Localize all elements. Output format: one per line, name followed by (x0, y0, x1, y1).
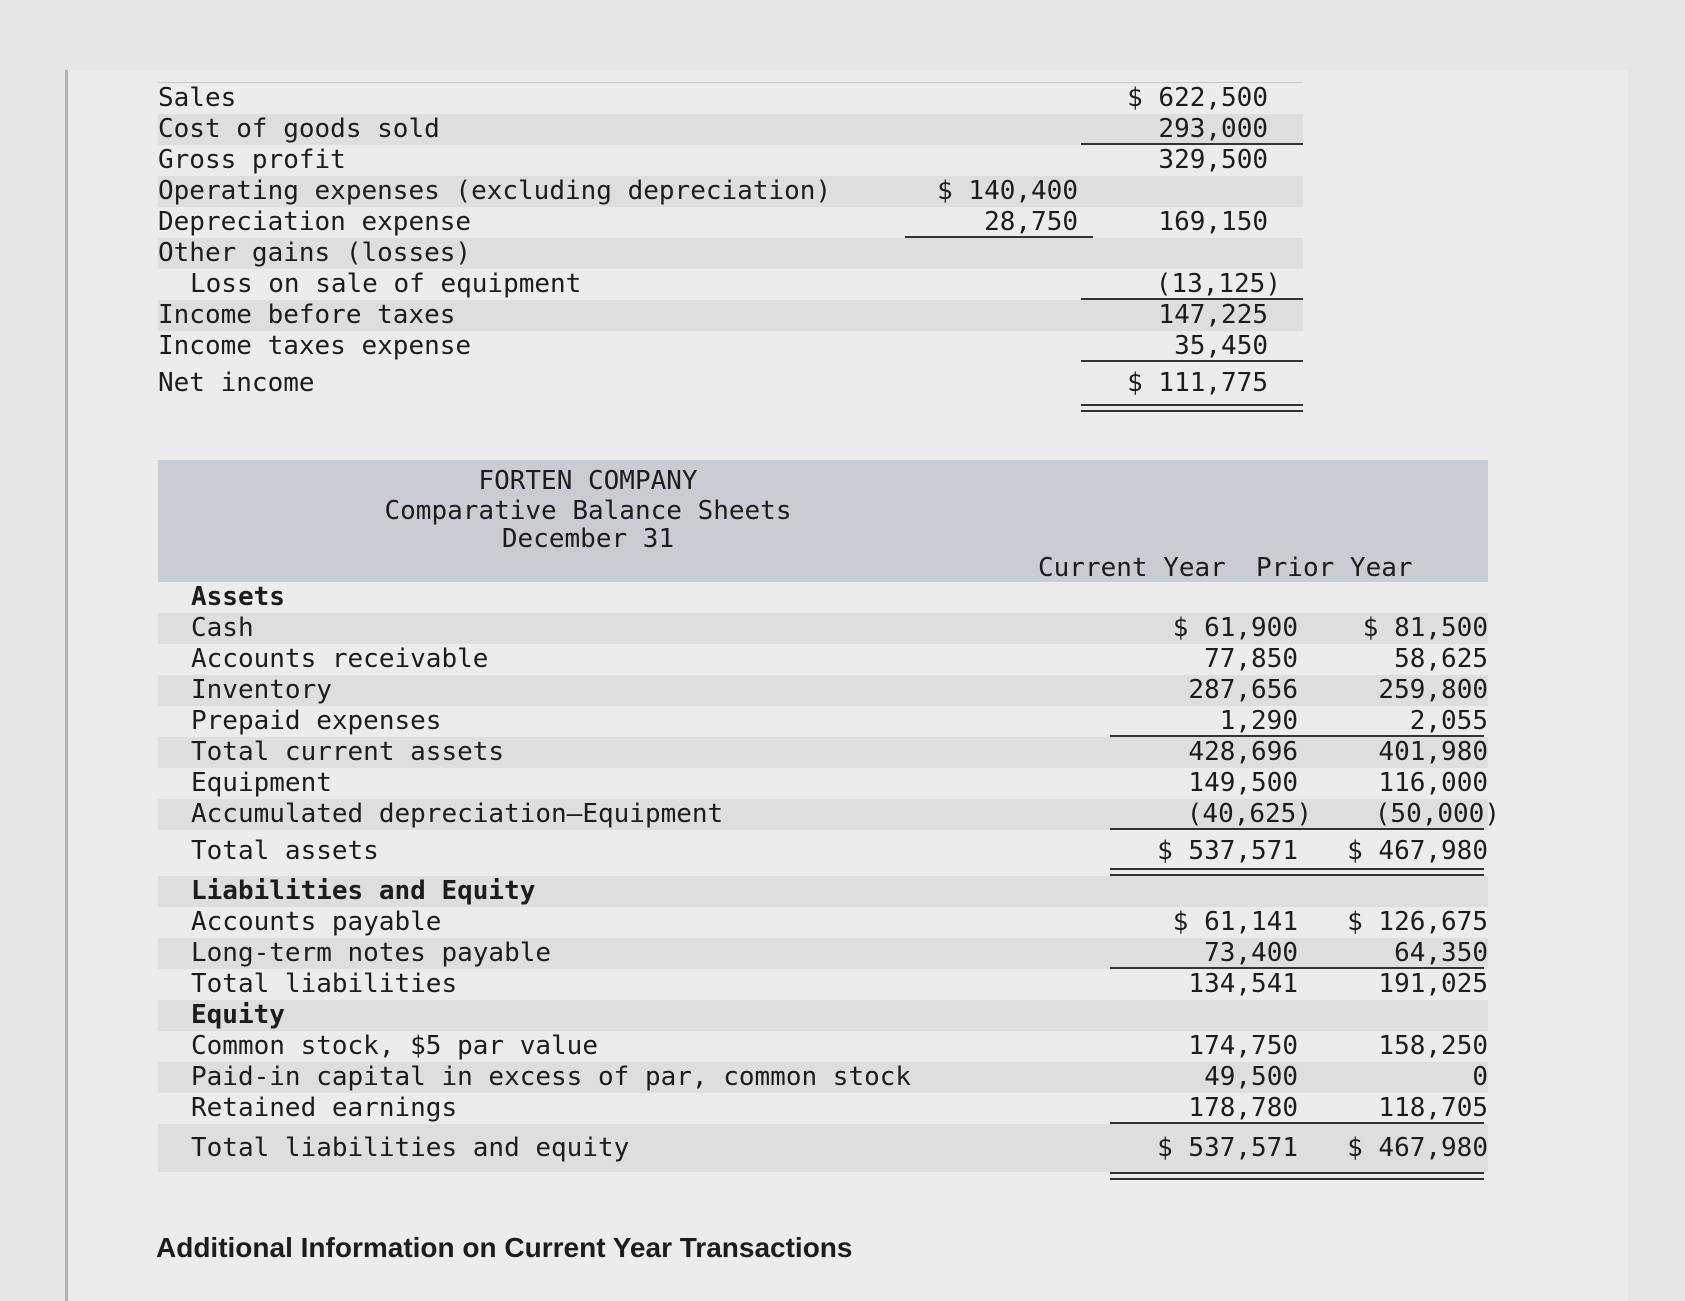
balance-sheet-header (158, 460, 1488, 582)
current-year-value: 134,541 (1188, 969, 1298, 999)
is-amount: $ 622,500 (1127, 83, 1268, 113)
current-year-value: $ 537,571 (1157, 836, 1298, 866)
is-row-income-before-taxes (158, 300, 1303, 331)
prior-year-value: $ 81,500 (1362, 613, 1488, 643)
prior-year-value: 191,025 (1378, 969, 1488, 999)
prior-year-value: 118,705 (1378, 1093, 1488, 1123)
bs-label: Inventory (191, 675, 332, 705)
is-label: Depreciation expense (158, 207, 472, 237)
is-row-depreciation (158, 207, 1303, 238)
prior-year-value: $ 467,980 (1347, 1133, 1488, 1163)
prior-year-value: 0 (1472, 1062, 1488, 1092)
additional-info-heading: Additional Information on Current Year Transactions (156, 1232, 853, 1263)
prior-year-value: 401,980 (1378, 737, 1488, 767)
income-statement (158, 82, 1303, 404)
current-year-value: 73,400 (1204, 938, 1298, 968)
prior-year-value: 116,000 (1378, 768, 1488, 798)
document-page (65, 70, 1628, 1301)
bs-label: Prepaid expenses (191, 706, 442, 736)
bs-row-accounts-payable (158, 907, 1488, 938)
prior-year-value: 2,055 (1409, 706, 1488, 736)
bs-row-common-stock (158, 1031, 1488, 1062)
is-amount: $ 111,775 (1127, 368, 1268, 398)
is-label: Income taxes expense (158, 331, 472, 361)
bs-label: Accounts payable (191, 907, 442, 937)
bs-row-equity-heading (158, 1000, 1488, 1031)
bs-row-accounts-receivable (158, 644, 1488, 675)
is-amount: 169,150 (1158, 207, 1268, 237)
is-row-other-gains (158, 238, 1303, 269)
prior-year-value: 158,250 (1378, 1031, 1488, 1061)
bs-row-prepaid-expenses (158, 706, 1488, 737)
bs-row-paid-in-capital (158, 1062, 1488, 1093)
prior-year-value: $ 467,980 (1347, 836, 1488, 866)
statement-date: December 31 (501, 524, 675, 554)
bs-label: Retained earnings (191, 1093, 458, 1123)
bs-label: Accounts receivable (191, 644, 489, 674)
bs-label: Total assets (191, 836, 379, 866)
is-amount: 35,450 (1174, 331, 1268, 361)
bs-label: Long-term notes payable (191, 938, 552, 968)
is-label: Loss on sale of equipment (190, 269, 582, 299)
current-year-value: $ 61,141 (1172, 907, 1298, 937)
current-year-value: 77,850 (1204, 644, 1298, 674)
current-year-value: $ 61,900 (1172, 613, 1298, 643)
bs-row-total-liabilities-equity (158, 1124, 1488, 1172)
current-year-value: $ 537,571 (1157, 1133, 1298, 1163)
current-year-value: 1,290 (1219, 706, 1298, 736)
is-amount: 293,000 (1158, 114, 1268, 144)
current-year-value: 287,656 (1188, 675, 1298, 705)
double-underline (1110, 1172, 1292, 1180)
bs-label: Paid-in capital in excess of par, common stock (191, 1062, 912, 1092)
bs-label: Equipment (191, 768, 332, 798)
is-label: Other gains (losses) (158, 238, 472, 268)
is-label: Operating expenses (excluding depreciation) (158, 176, 832, 206)
is-label: Cost of goods sold (158, 114, 440, 144)
double-underline (1110, 868, 1292, 876)
is-label: Net income (158, 368, 315, 398)
prior-year-value: 259,800 (1378, 675, 1488, 705)
bs-row-liabilities-heading (158, 876, 1488, 907)
is-row-sales (158, 83, 1303, 114)
is-label: Income before taxes (158, 300, 456, 330)
bs-row-accumulated-depreciation (158, 799, 1500, 830)
prior-year-value: 64,350 (1394, 938, 1488, 968)
bs-label: Common stock, $5 par value (191, 1031, 598, 1061)
bs-row-cash (158, 613, 1488, 644)
company-name: FORTEN COMPANY (478, 466, 698, 496)
section-heading: Assets (191, 582, 285, 612)
is-amount: 147,225 (1158, 300, 1268, 330)
bs-row-long-term-notes (158, 938, 1488, 969)
bs-row-total-assets (158, 830, 1488, 868)
bs-label: Total liabilities and equity (191, 1133, 630, 1163)
current-year-value: 49,500 (1204, 1062, 1298, 1092)
bs-row-equipment (158, 768, 1488, 799)
bs-label: Cash (191, 613, 254, 643)
current-year-value: 428,696 (1188, 737, 1298, 767)
column-header-prior-year: Prior Year (1256, 553, 1413, 583)
is-row-gross-profit (158, 145, 1303, 176)
is-amount: (13,125) (1155, 269, 1281, 299)
bs-row-inventory (158, 675, 1488, 706)
is-row-income-taxes (158, 331, 1303, 362)
is-row-operating-expenses (158, 176, 1303, 207)
current-year-value: (40,625) (1186, 799, 1312, 829)
is-row-cogs (158, 114, 1303, 145)
bs-label: Total liabilities (191, 969, 458, 999)
bs-label: Accumulated depreciation—Equipment (191, 799, 724, 829)
current-year-value: 149,500 (1188, 768, 1298, 798)
double-underline (1292, 1172, 1484, 1180)
prior-year-value: (50,000) (1374, 799, 1500, 829)
bs-row-retained-earnings (158, 1093, 1488, 1124)
section-heading: Liabilities and Equity (191, 876, 536, 906)
section-heading: Equity (191, 1000, 285, 1030)
double-underline (1292, 868, 1484, 876)
is-row-net-income (158, 362, 1303, 404)
balance-sheet (158, 460, 1500, 1172)
is-row-loss-on-sale (158, 269, 1303, 300)
bs-row-assets-heading (158, 582, 1488, 613)
prior-year-value: $ 126,675 (1347, 907, 1488, 937)
is-mid-amount: 28,750 (984, 207, 1078, 237)
current-year-value: 178,780 (1188, 1093, 1298, 1123)
is-amount: 329,500 (1158, 145, 1268, 175)
bs-row-total-liabilities (158, 969, 1488, 1000)
bs-row-total-current-assets (158, 737, 1488, 768)
statement-title: Comparative Balance Sheets (384, 496, 792, 526)
is-label: Sales (158, 83, 237, 113)
prior-year-value: 58,625 (1394, 644, 1488, 674)
is-mid-amount: $ 140,400 (937, 176, 1078, 206)
double-underline (1081, 404, 1303, 412)
is-label: Gross profit (158, 145, 346, 175)
current-year-value: 174,750 (1188, 1031, 1298, 1061)
bs-label: Total current assets (191, 737, 505, 767)
column-header-current-year: Current Year (1038, 553, 1226, 583)
